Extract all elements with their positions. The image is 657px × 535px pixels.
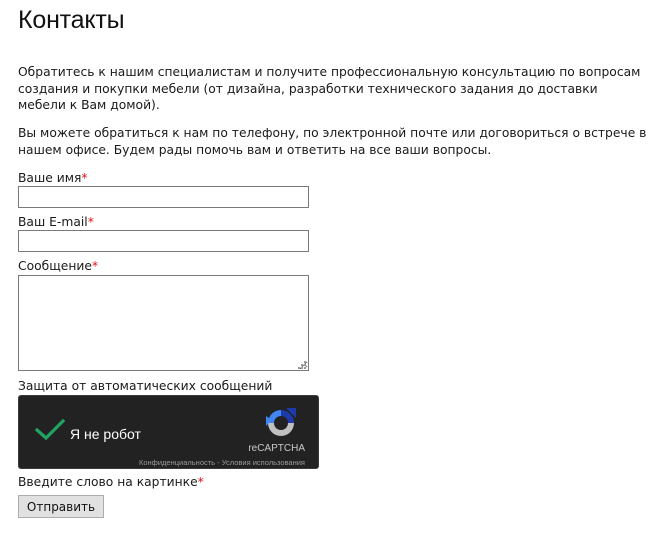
legal-separator: -: [215, 458, 222, 467]
name-label-text: Ваше имя: [18, 171, 82, 185]
required-mark: *: [87, 215, 94, 229]
terms-link[interactable]: Условия использования: [221, 458, 305, 467]
page-title: Контакты: [18, 6, 125, 34]
email-input[interactable]: [18, 230, 309, 252]
email-label-text: Ваш E-mail: [18, 215, 88, 229]
privacy-link[interactable]: Конфиденциальность: [139, 458, 216, 467]
recaptcha-legal: [139, 458, 305, 467]
name-input[interactable]: [18, 186, 309, 208]
message-label-text: Сообщение: [18, 259, 92, 273]
email-label: [18, 215, 94, 230]
required-mark: *: [81, 171, 88, 185]
recaptcha-logo-icon: [264, 406, 298, 440]
recaptcha-status-text: Я не робот: [70, 426, 141, 442]
recaptcha-widget[interactable]: [18, 395, 319, 469]
submit-button[interactable]: Отправить: [18, 495, 104, 518]
message-label: [18, 259, 98, 274]
required-mark: *: [197, 475, 204, 489]
intro-paragraph-1: Обратитесь к нашим специалистам и получите профессиональную консультацию по вопросам создания и покупки мебели (от дизайна, разработки технического задания до доставки мебели к Вам домой).: [18, 65, 641, 112]
required-mark: *: [91, 259, 99, 273]
captcha-section-label: Защита от автоматических сообщений: [18, 379, 273, 393]
intro-paragraph-2: Вы можете обратиться к нам по телефону, по электронной почте или договориться о встрече в нашем офисе. Будем рады помочь вам и ответить на все ваши вопросы.: [18, 126, 647, 157]
captcha-word-label: [18, 475, 204, 490]
name-label: [18, 171, 88, 186]
recaptcha-brand: reCAPTCHA: [248, 443, 305, 454]
message-textarea[interactable]: [18, 275, 309, 371]
captcha-word-label-text: Введите слово на картинке: [18, 475, 198, 489]
checkmark-icon[interactable]: [35, 418, 65, 442]
resize-grip-icon[interactable]: [297, 360, 306, 369]
